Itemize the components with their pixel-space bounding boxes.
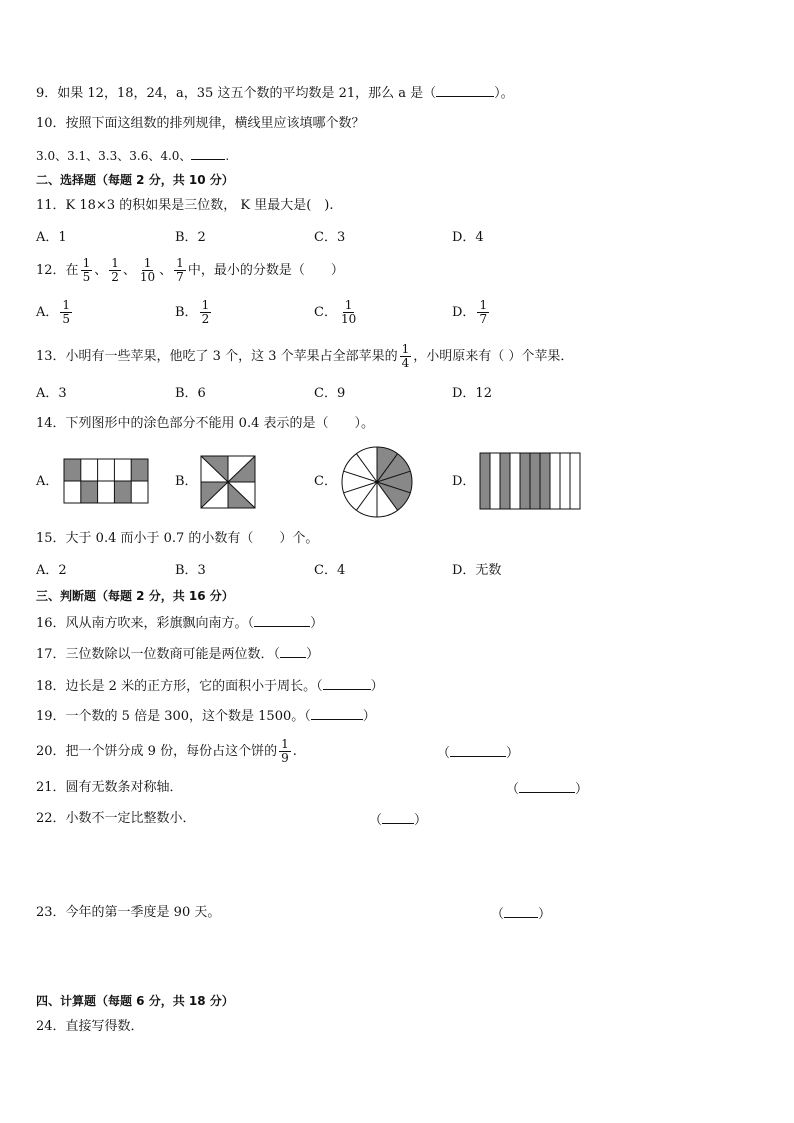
question-number: 12．: [36, 263, 66, 278]
question-number: 24．: [36, 1019, 66, 1034]
fraction: $\frac{1}{10}$: [139, 256, 156, 284]
option-c[interactable]: C．9: [314, 386, 346, 401]
question-text: 如果 12，18，24，a，35 这五个数的平均数是 21，那么 a 是（: [57, 86, 437, 101]
answer-blank[interactable]: [323, 677, 371, 690]
section-title-judgement: 三、判断题（每题 2 分，共 16 分）: [36, 589, 234, 603]
option-c[interactable]: C．4: [314, 563, 346, 578]
question-number: 17．: [36, 647, 66, 662]
option-b[interactable]: B． $\frac{1}{2}$: [175, 298, 210, 326]
question-text-end: ）。: [494, 86, 514, 101]
question-number: 18．: [36, 679, 66, 694]
sequence-end: .: [225, 149, 230, 163]
option-a[interactable]: A．: [36, 474, 59, 489]
option-b[interactable]: B．2: [175, 230, 206, 245]
question-23: [36, 905, 220, 921]
question-11: [36, 198, 333, 214]
question-text-end: 中，最小的分数是（ ）: [187, 263, 344, 278]
question-number: 21．: [36, 780, 66, 795]
option-a[interactable]: A．1: [36, 230, 67, 245]
answer-blank[interactable]: [191, 147, 225, 160]
question-22-answer: （ ）: [369, 813, 428, 828]
question-number: 22．: [36, 811, 66, 826]
question-text: 一个数的 5 倍是 300，这个数是 1500。（: [65, 709, 311, 724]
option-c[interactable]: C．3: [314, 230, 346, 245]
question-text: 按照下面这组数的排列规律，横线里应该填哪个数？: [65, 116, 365, 131]
question-16: 16．风从南方吹来，彩旗飘向南方。（ ）: [36, 616, 324, 631]
question-text: 圆有无数条对称轴．: [65, 780, 183, 795]
question-24: [36, 1019, 144, 1035]
question-21: [36, 780, 183, 796]
fraction: $\frac{1}{4}$: [401, 342, 410, 370]
answer-blank[interactable]: [450, 744, 506, 757]
question-23-answer: （ ）: [491, 907, 552, 922]
option-d[interactable]: D．无数: [452, 563, 502, 578]
question-9: [36, 84, 514, 102]
question-number: 9．: [36, 86, 58, 101]
option-a[interactable]: A．3: [36, 386, 67, 401]
question-10: [36, 116, 365, 132]
question-text: 下列图形中的涂色部分不能用 0.4 表示的是（ ）。: [65, 416, 374, 431]
option-d[interactable]: D． $\frac{1}{7}$: [452, 298, 488, 326]
question-12: 12．在 $\frac{1}{5}$ 、 $\frac{1}{2}$ 、 $\frac{1}{10}$ 、 $\frac{1}{7}$ 中，最小的分数是（ ）: [36, 256, 344, 284]
question-number: 19．: [36, 709, 66, 724]
question-13: [36, 342, 573, 372]
fraction: $\frac{1}{9}$: [281, 737, 289, 765]
question-text: 今年的第一季度是 90 天。: [65, 905, 221, 920]
question-text: 大于 0.4 而小于 0.7 的小数有（ ）个。: [65, 531, 319, 546]
question-number: 23．: [36, 905, 66, 920]
section-title-choice: 二、选择题（每题 2 分，共 10 分）: [36, 173, 234, 187]
question-22: [36, 811, 196, 827]
option-c[interactable]: C． $\frac{1}{10}$: [314, 298, 357, 326]
question-text: 小数不一定比整数小．: [65, 811, 196, 826]
answer-blank[interactable]: [311, 707, 363, 720]
question-number: 15．: [36, 531, 66, 546]
question-number: 10．: [36, 116, 66, 131]
question-text: 直接写得数．: [65, 1019, 144, 1034]
figure-circle-c[interactable]: [340, 445, 414, 519]
question-text: 小明有一些苹果，他吃了 3 个，这 3 个苹果占全部苹果的: [65, 349, 398, 364]
question-10-sequence: [36, 147, 229, 164]
answer-blank[interactable]: [280, 645, 306, 658]
question-text: 在: [65, 263, 79, 278]
option-d[interactable]: D．12: [452, 386, 492, 401]
question-number: 13．: [36, 349, 66, 364]
answer-blank[interactable]: [519, 780, 575, 793]
question-text: 风从南方吹来，彩旗飘向南方。（: [65, 616, 255, 631]
option-b[interactable]: B．: [175, 474, 198, 489]
fraction: $\frac{1}{5}$: [82, 256, 91, 284]
option-b[interactable]: B．3: [175, 563, 206, 578]
figure-strips-d[interactable]: [479, 452, 581, 510]
answer-blank[interactable]: [382, 811, 414, 824]
figure-square-b[interactable]: [200, 455, 256, 509]
option-a[interactable]: A．2: [36, 563, 67, 578]
answer-blank[interactable]: [254, 614, 310, 627]
question-21-answer: （ ）: [506, 782, 589, 797]
question-14: [36, 416, 374, 432]
option-d[interactable]: D．4: [452, 230, 484, 245]
answer-blank[interactable]: [436, 84, 494, 97]
question-number: 14．: [36, 416, 66, 431]
fraction: $\frac{1}{2}$: [111, 256, 119, 284]
question-19: 19．一个数的 5 倍是 300，这个数是 1500。（ ）: [36, 709, 376, 724]
question-number: 20．: [36, 744, 66, 759]
section-title-calculation: 四、计算题（每题 6 分，共 18 分）: [36, 994, 234, 1008]
question-number: 16．: [36, 616, 66, 631]
question-text: K 18×3 的积如果是三位数， K 里最大是( ).: [65, 198, 334, 213]
question-text: 把一个饼分成 9 份，每份占这个饼的: [65, 744, 278, 759]
sequence-text: 3.0、3.1、3.3、3.6、4.0、: [36, 149, 192, 163]
option-c[interactable]: C．: [314, 474, 337, 489]
option-b[interactable]: B．6: [175, 386, 206, 401]
question-20-answer: （ ）: [437, 746, 520, 761]
question-text: 边长是 2 米的正方形，它的面积小于周长。（: [65, 679, 323, 694]
fraction: $\frac{1}{7}$: [176, 256, 184, 284]
question-17: 17．三位数除以一位数商可能是两位数．（ ）: [36, 647, 320, 662]
question-18: 18．边长是 2 米的正方形，它的面积小于周长。（ ）: [36, 679, 384, 694]
answer-blank[interactable]: [504, 905, 538, 918]
option-d[interactable]: D．: [452, 474, 476, 489]
question-text: 三位数除以一位数商可能是两位数．（: [65, 647, 281, 662]
question-15: [36, 531, 318, 547]
question-number: 11．: [36, 198, 66, 213]
question-text-end: ，小明原来有（ ）个苹果．: [413, 349, 574, 364]
figure-grid-a[interactable]: [63, 458, 149, 504]
question-20: 20．把一个饼分成 9 份，每份占这个饼的 $\frac{1}{9}$ .: [36, 737, 297, 765]
option-a[interactable]: A． $\frac{1}{5}$: [36, 298, 71, 326]
